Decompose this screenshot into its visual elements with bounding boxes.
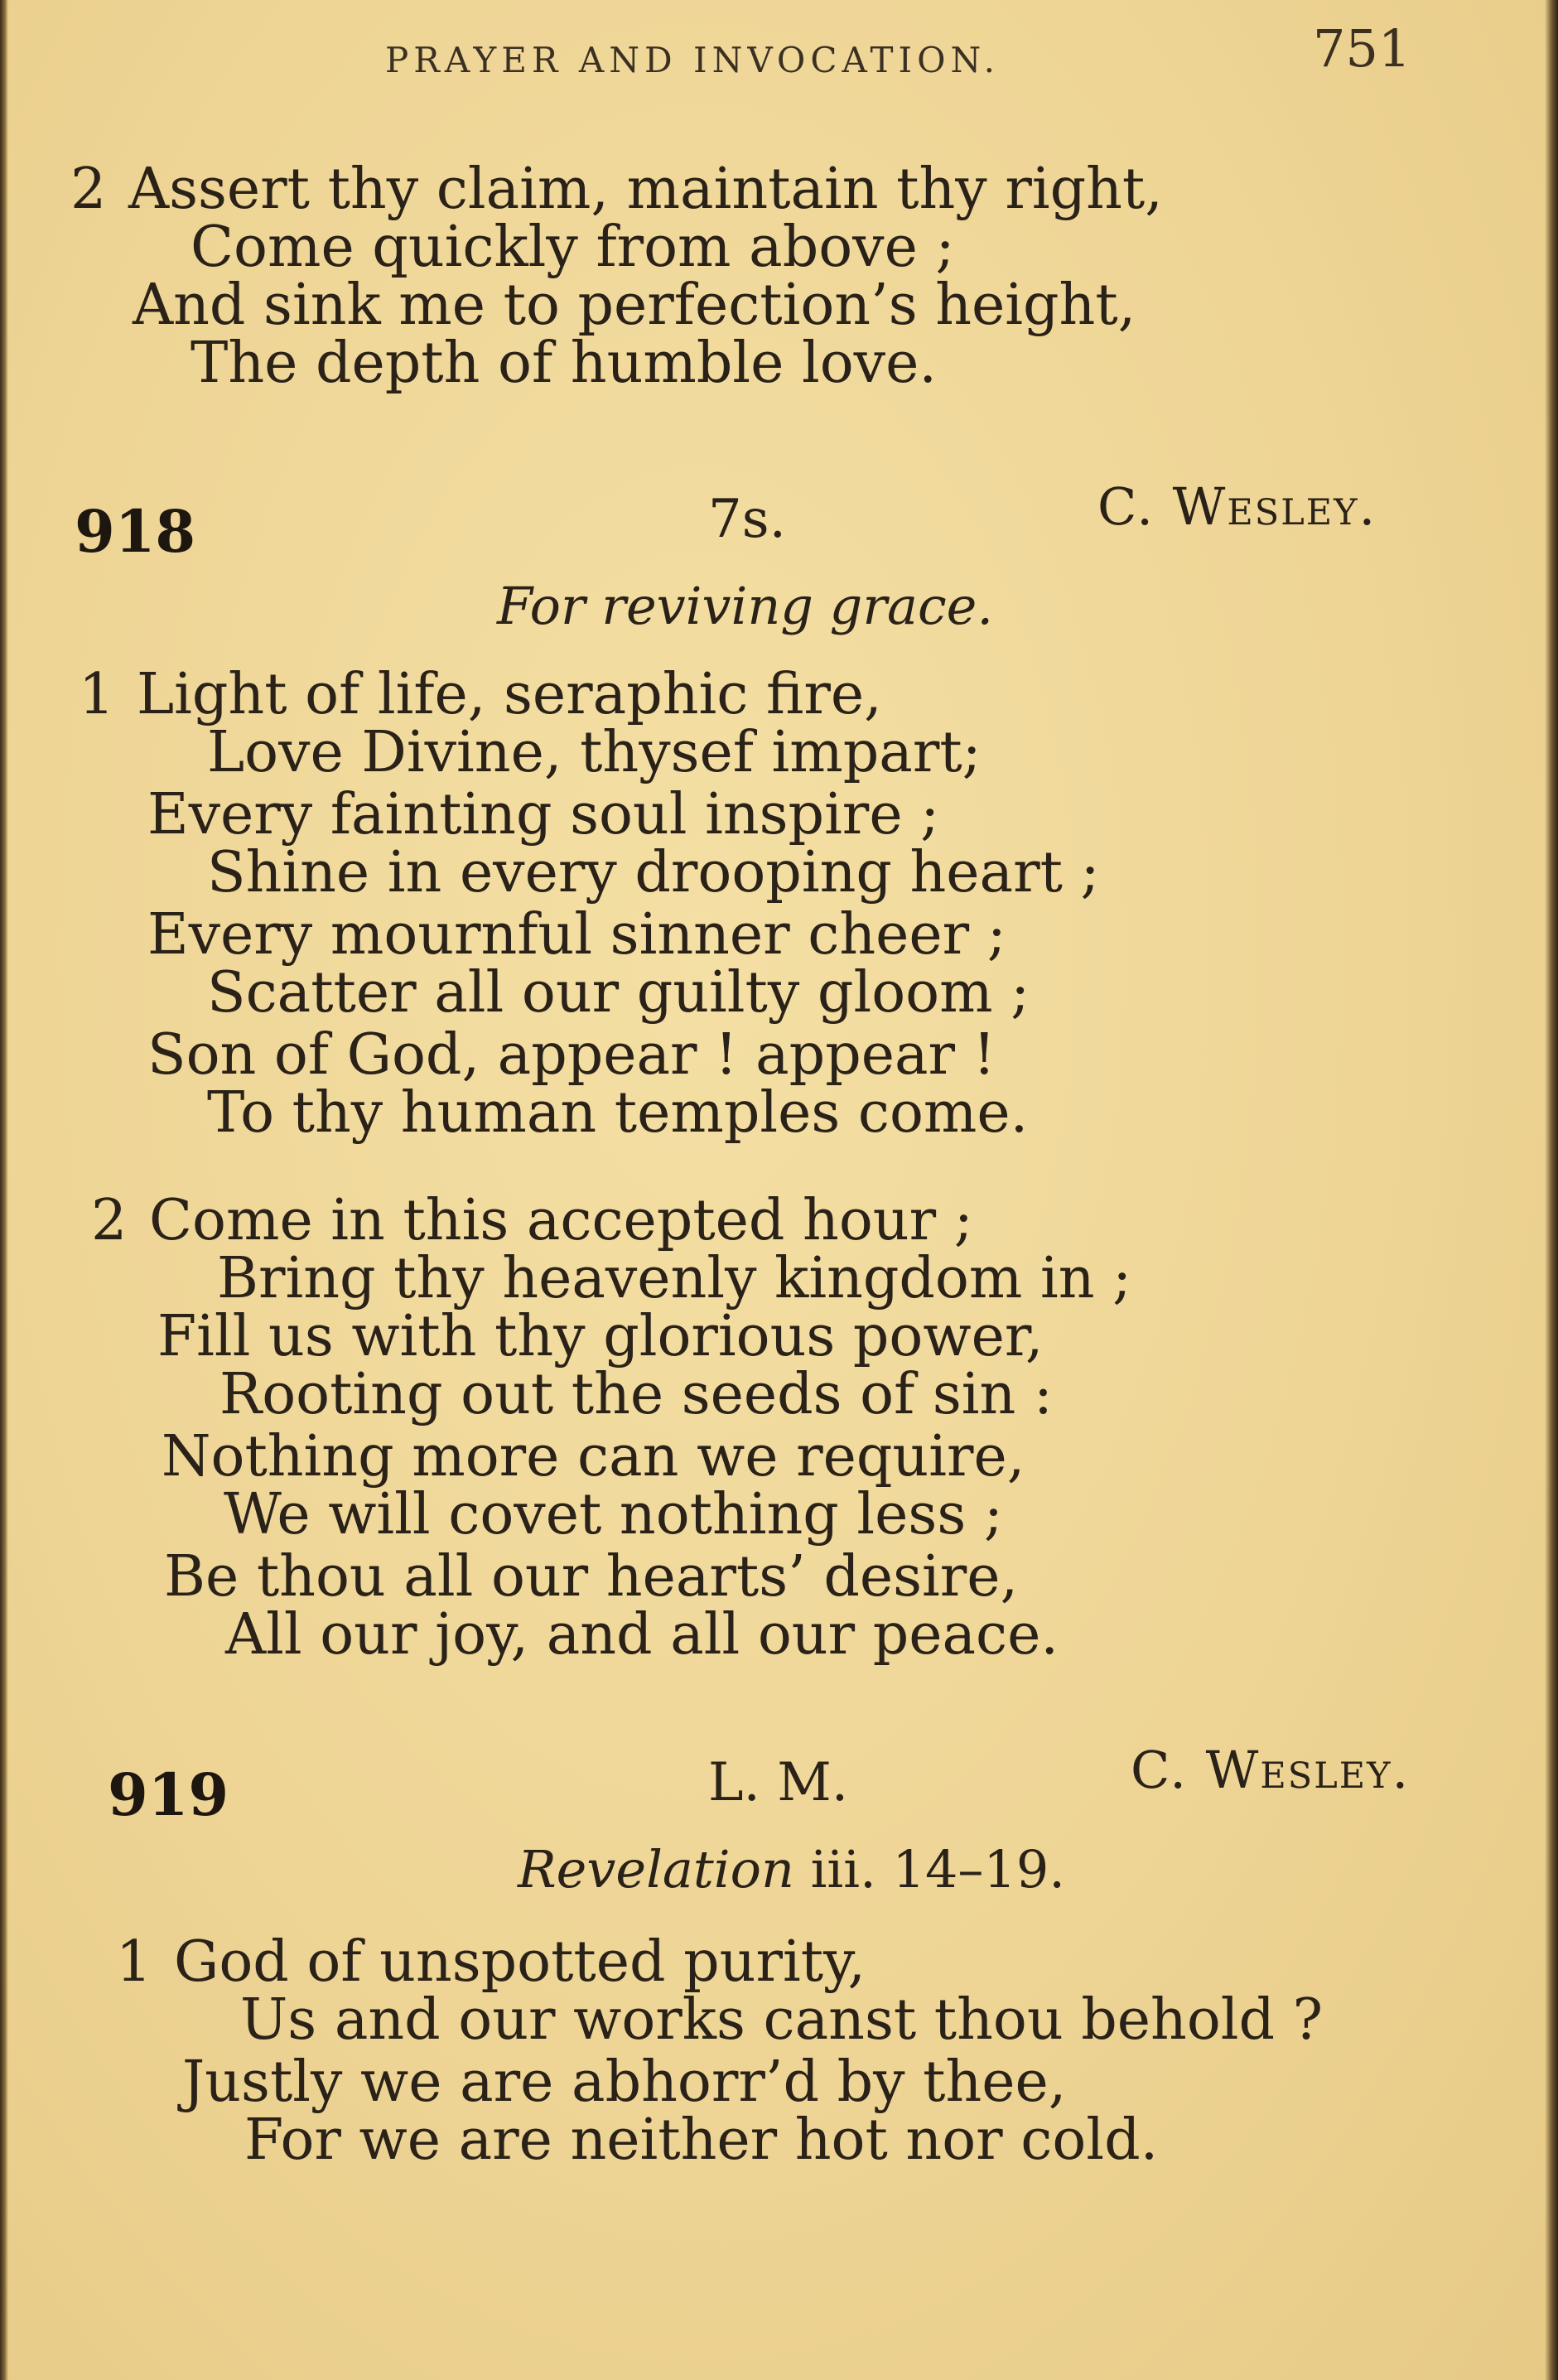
hymn-number: 918 <box>75 497 196 566</box>
verse-line: The depth of humble love. <box>191 331 937 396</box>
hymn-author: C. Wesley. <box>1131 1740 1411 1800</box>
page-edge-right <box>1545 0 1558 2380</box>
running-title: PRAYER AND INVOCATION. <box>385 40 1000 80</box>
verse-line: We will covet nothing less ; <box>224 1482 1003 1547</box>
hymn-subtitle: Revelation iii. 14–19. <box>518 1839 1065 1900</box>
verse-line: Love Divine, thysef impart; <box>207 720 982 785</box>
verse-number: 1 <box>116 1929 152 1995</box>
verse-line: 1 God of unspotted purity, <box>116 1929 866 1995</box>
hymn-author: C. Wesley. <box>1097 476 1377 537</box>
verse-line: Us and our works canst thou behold ? <box>240 1987 1324 2053</box>
verse-line: For we are neither hot nor cold. <box>244 2107 1159 2173</box>
page-number: 751 <box>1313 18 1411 79</box>
hymn-meter: 7s. <box>708 489 786 550</box>
verse-number: 2 <box>70 157 107 222</box>
verse-line: Justly we are abhorr’d by thee, <box>182 2049 1067 2115</box>
verse-line: Every mournful sinner cheer ; <box>147 902 1006 968</box>
hymn-subtitle: For reviving grace. <box>497 576 994 636</box>
verse-number: 1 <box>79 662 115 727</box>
hymn-meter: L. M. <box>708 1752 849 1813</box>
verse-line: Shine in every drooping heart ; <box>207 840 1100 905</box>
verse-line: Come quickly from above ; <box>191 215 955 280</box>
verse-line: Rooting out the seeds of sin : <box>219 1362 1053 1427</box>
verse-line: Be thou all our hearts’ desire, <box>164 1544 1019 1610</box>
verse-line: Nothing more can we require, <box>162 1424 1025 1489</box>
hymn-number: 919 <box>108 1760 229 1829</box>
verse-line: Son of God, appear ! appear ! <box>147 1022 996 1088</box>
page-edge-left <box>0 0 8 2380</box>
verse-line: 2 Assert thy claim, maintain thy right, <box>70 157 1163 222</box>
verse-line: Fill us with thy glorious power, <box>157 1304 1044 1369</box>
verse-line: And sink me to perfection’s height, <box>133 273 1136 338</box>
verse-line: Bring thy heavenly kingdom in ; <box>217 1246 1132 1311</box>
verse-line: All our joy, and all our peace. <box>225 1602 1059 1668</box>
verse-line: 1 Light of life, seraphic fire, <box>79 662 882 727</box>
verse-number: 2 <box>91 1188 128 1253</box>
verse-line: 2 Come in this accepted hour ; <box>91 1188 973 1253</box>
verse-line: Scatter all our guilty gloom ; <box>207 960 1030 1026</box>
verse-line: Every fainting soul inspire ; <box>147 782 940 847</box>
verse-line: To thy human temples come. <box>207 1080 1029 1146</box>
